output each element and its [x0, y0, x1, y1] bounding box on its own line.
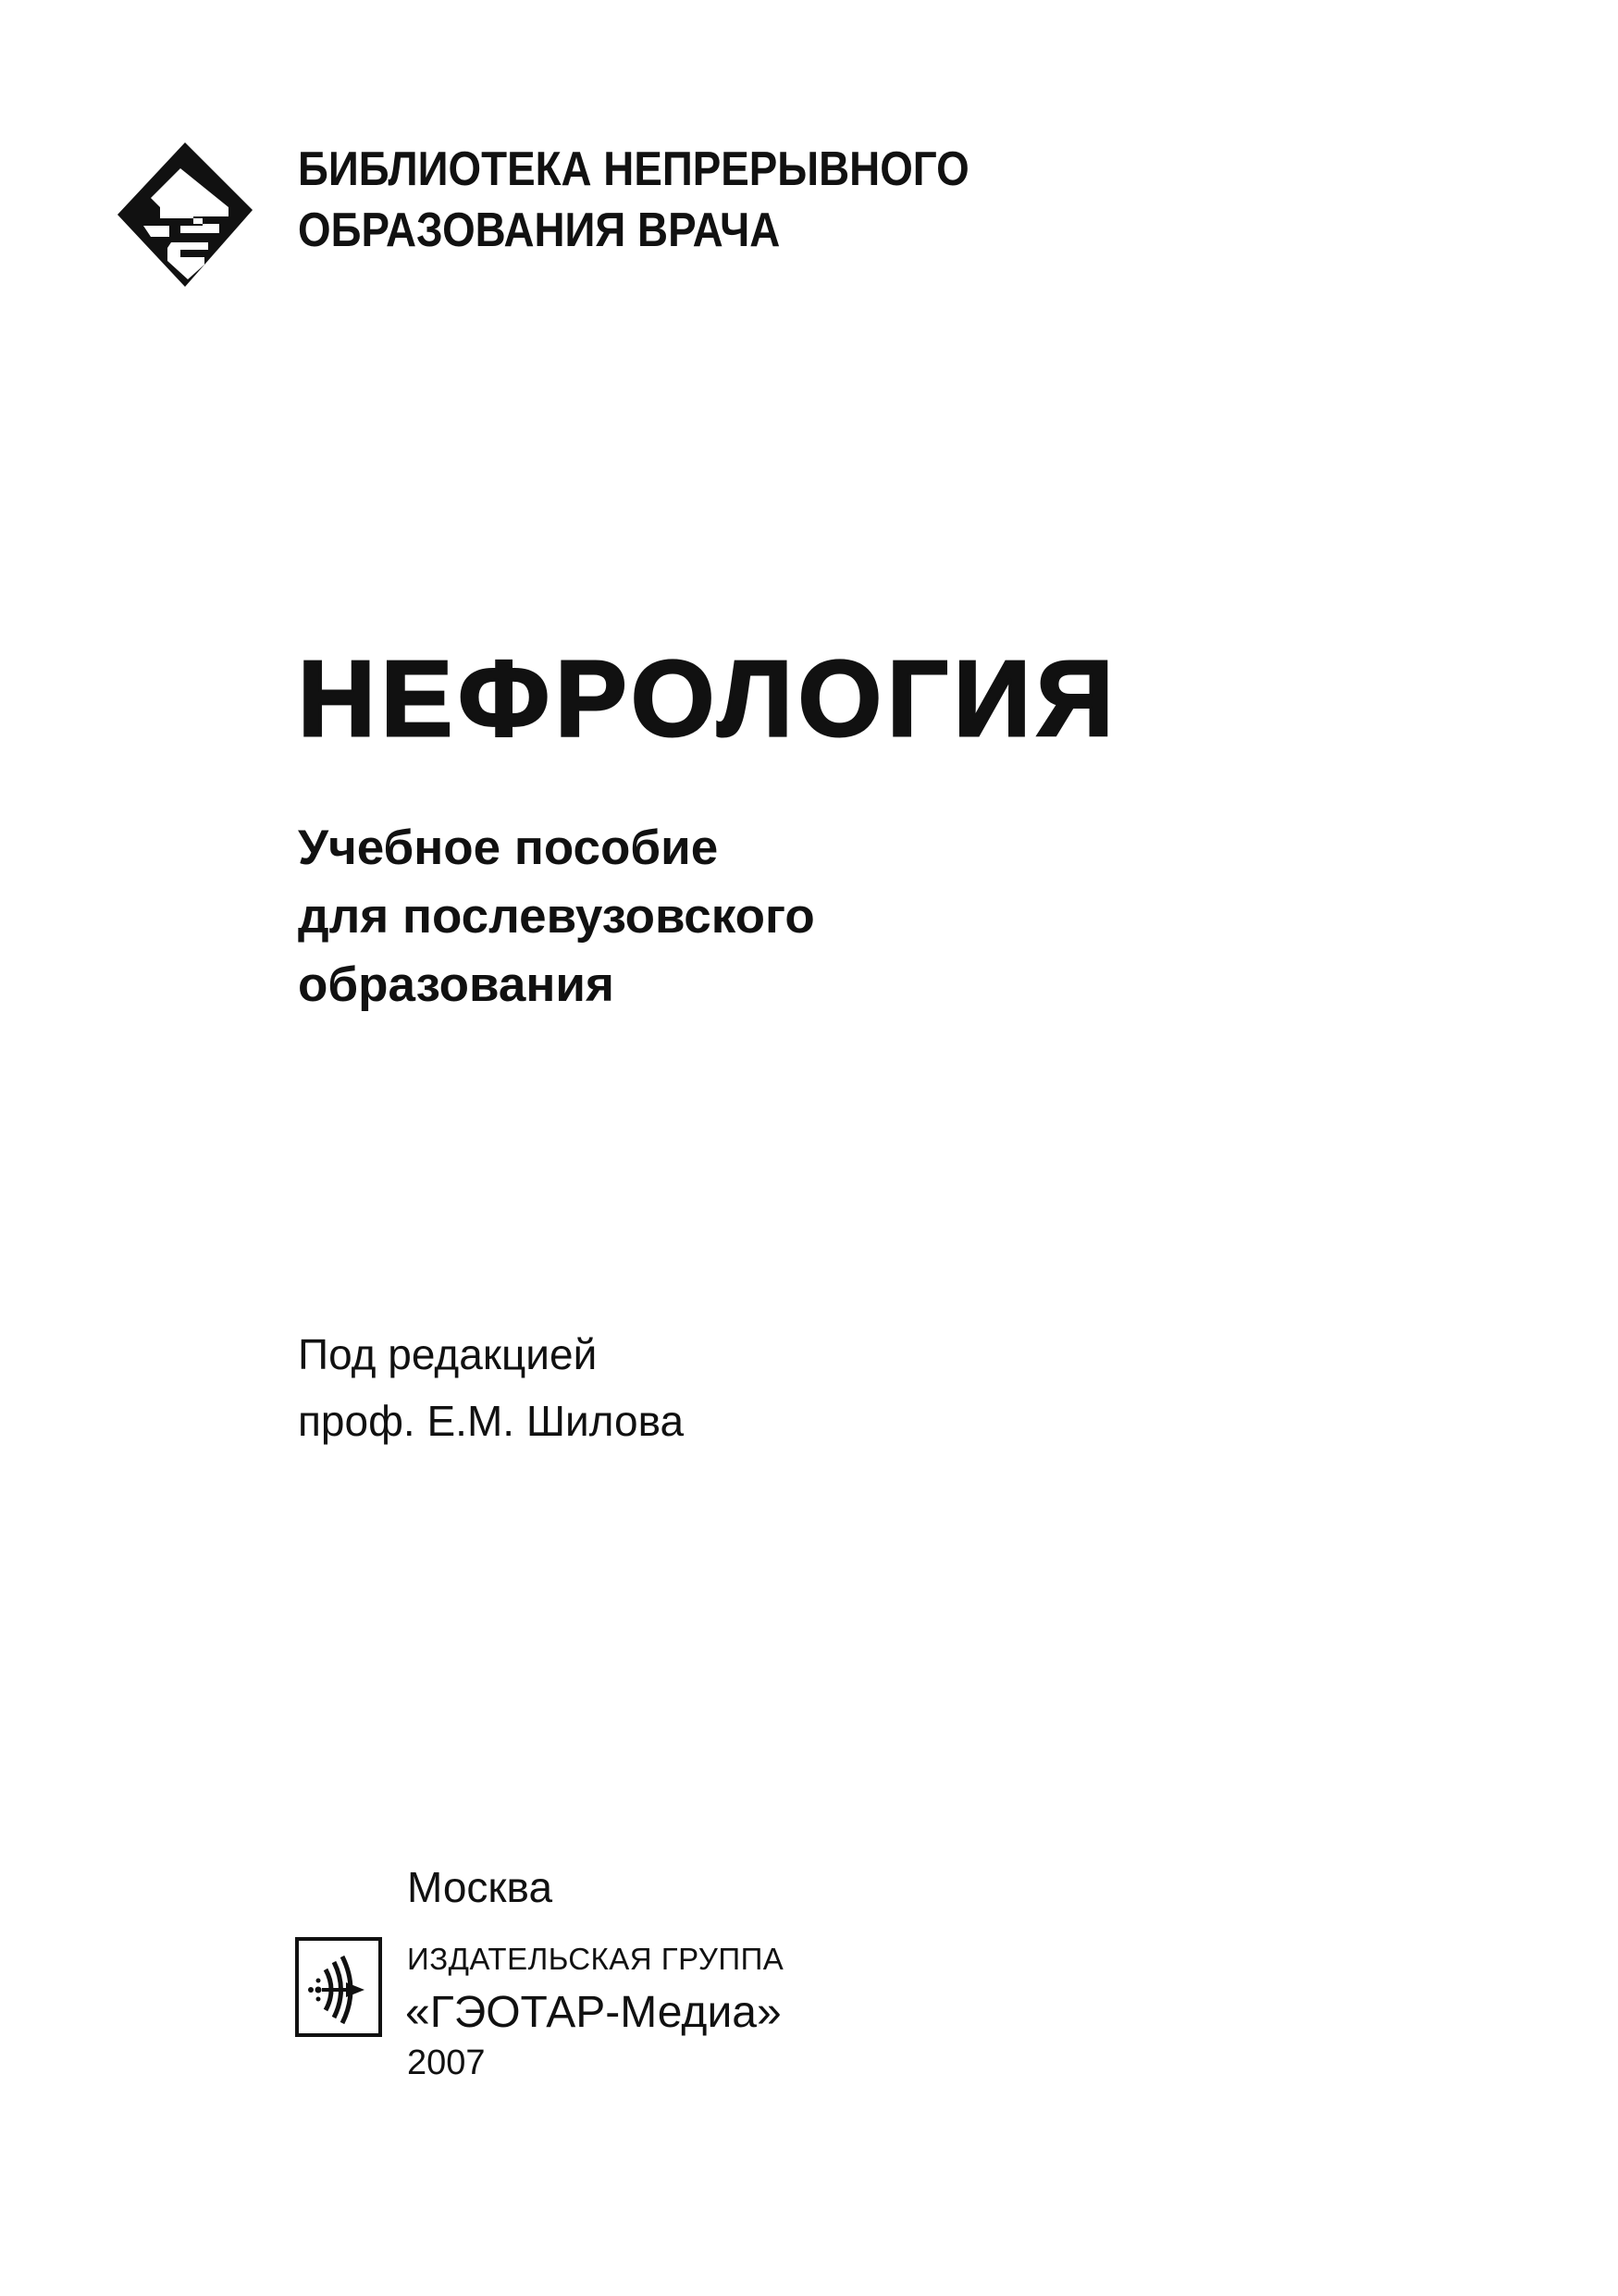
subtitle-line-2: для послевузовского — [298, 889, 815, 944]
editor-line-2: проф. Е.М. Шилова — [298, 1397, 685, 1445]
series-line-1: БИБЛИОТЕКА НЕПРЕРЫВНОГО — [298, 142, 970, 196]
editor-credit — [298, 1321, 684, 1454]
publisher-logo-icon — [294, 1936, 383, 2038]
series-name — [298, 139, 970, 261]
publisher-name: «ГЭОТАР-Медиа» — [405, 1988, 782, 2037]
publisher-group-label: ИЗДАТЕЛЬСКАЯ ГРУППА — [407, 1942, 784, 1976]
publisher-city: Москва — [407, 1863, 553, 1911]
series-logo-icon — [116, 141, 254, 289]
subtitle-line-1: Учебное пособие — [298, 821, 719, 875]
editor-line-1: Под редакцией — [298, 1330, 598, 1378]
book-title: НЕФРОЛОГИЯ — [298, 638, 1119, 759]
subtitle-line-3: образования — [298, 957, 614, 1012]
series-line-2: ОБРАЗОВАНИЯ ВРАЧА — [298, 204, 781, 257]
book-subtitle — [298, 814, 815, 1019]
publication-year: 2007 — [407, 2043, 486, 2082]
